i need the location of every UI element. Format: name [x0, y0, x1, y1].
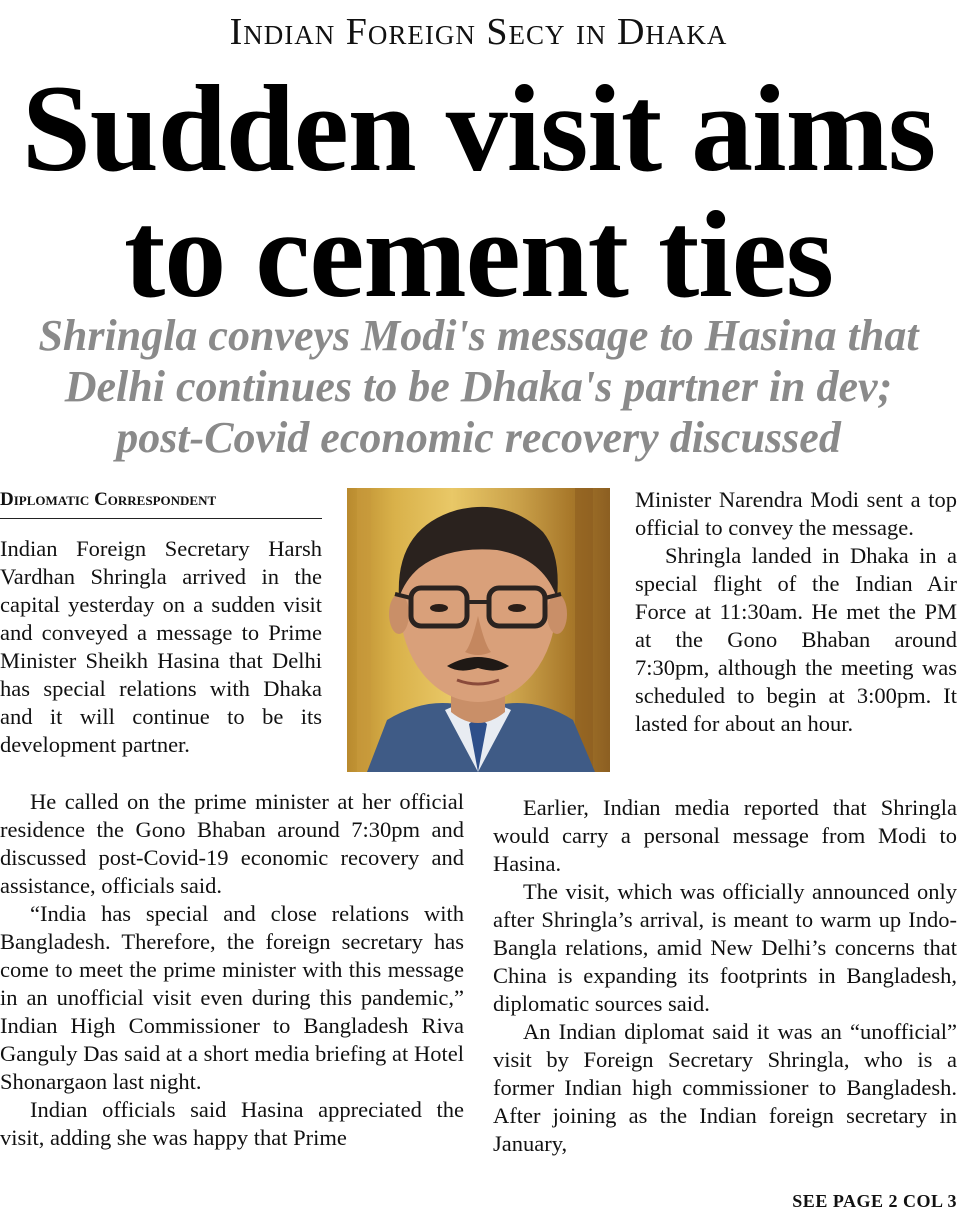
byline: Diplomatic Correspondent: [0, 486, 322, 519]
deck-line-2: Delhi continues to be Dhaka's partner in dev;: [64, 362, 893, 411]
article-column-3-top: [635, 486, 957, 738]
article-paragraph: He called on the prime minister at her official residence the Gono Bhaban around 7:30pm and discussed post-Covid-19 economic recovery and assistance, officials said.: [0, 789, 464, 898]
deck: [0, 310, 957, 463]
portrait-photo: [347, 488, 610, 772]
article-paragraph: The visit, which was officially announced only after Shringla’s arrival, is meant to warm up Indo-Bangla relations, amid New Delhi’s concerns that China is expanding its footprints in Bangladesh, diplomatic sources said.: [493, 879, 957, 1016]
deck-line-3: post-Covid economic recovery discussed: [116, 413, 841, 462]
article-paragraph: Indian officials said Hasina appreciated the visit, adding she was happy that Prime: [0, 1097, 464, 1150]
article-paragraph: Earlier, Indian media reported that Shringla would carry a personal message from Modi to Hasina.: [493, 795, 957, 876]
portrait-photo-icon: [347, 488, 610, 772]
article-paragraph: Indian Foreign Secretary Harsh Vardhan Shringla arrived in the capital yesterday on a sudden visit and conveyed a message to Prime Minister Sheikh Hasina that Delhi has special relations with Dhaka and it will continue to be its development partner.: [0, 536, 322, 757]
deck-line-1: Shringla conveys Modi's message to Hasina that: [38, 311, 919, 360]
article-paragraph: Minister Narendra Modi sent a top official to convey the message.: [635, 487, 957, 540]
headline: [0, 60, 957, 323]
article-paragraph: Shringla landed in Dhaka in a special flight of the Indian Air Force at 11:30am. He met the PM at the Gono Bhaban around 7:30pm, although the meeting was scheduled to begin at 3:00pm. It lasted for about an hour.: [635, 543, 957, 736]
article-column-1-top: [0, 535, 322, 759]
headline-line-2: to cement ties: [124, 186, 833, 323]
article-paragraph: An Indian diplomat said it was an “unofficial” visit by Foreign Secretary Shringla, who is a former Indian high commissioner to Bangladesh. After joining as the Indian foreign secretary in January,: [493, 1019, 957, 1156]
article-column-1-bottom: [0, 788, 464, 1152]
continued-on-page-link[interactable]: SEE PAGE 2 COL 3: [792, 1191, 957, 1211]
kicker: Indian Foreign Secy in Dhaka: [229, 11, 728, 53]
article-paragraph: “India has special and close relations with Bangladesh. Therefore, the foreign secretary has come to meet the prime minister with this message in an unofficial visit even during this pandemic,” Indian High Commissioner to Bangladesh Riva Ganguly Das said at a short media briefing at Hotel Shonargaon last night.: [0, 901, 464, 1094]
article-column-3-bottom: [493, 794, 957, 1158]
headline-line-1: Sudden visit aims: [21, 60, 936, 197]
